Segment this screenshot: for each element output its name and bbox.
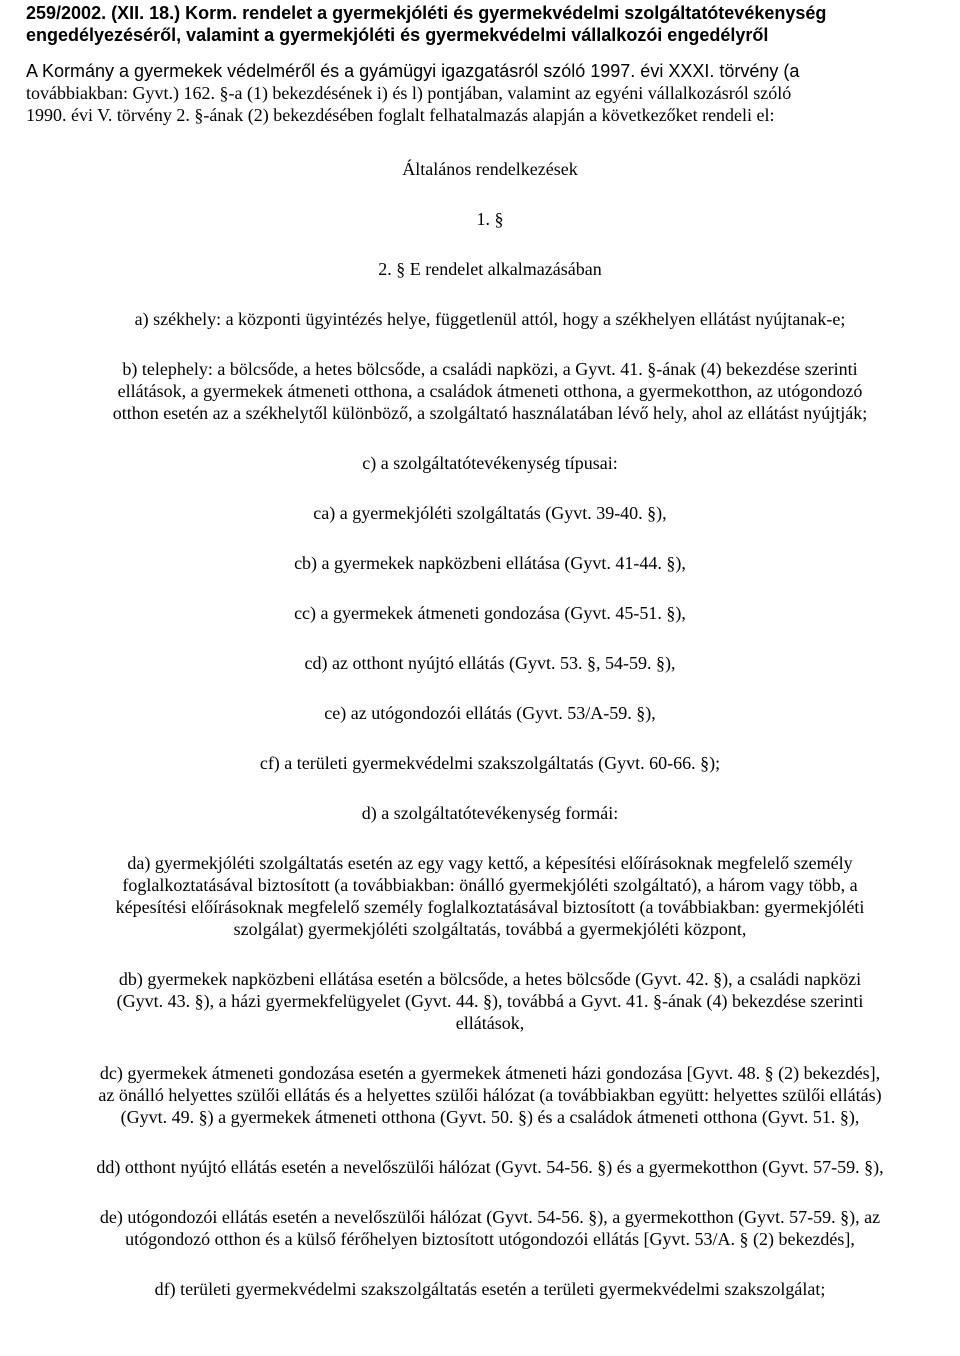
list-item-line: db) gyermekek napközbeni ellátása esetén a bölcsőde, a hetes bölcsőde (Gyvt. 42. §), a családi napközi [118,969,862,989]
document-title [26,2,954,46]
definition-d: d) a szolgáltatótevékenység formái: [361,803,619,823]
list-item-dc [26,1062,954,1128]
paragraph-number: 1. § [476,209,504,229]
section-heading: Általános rendelkezések [402,159,578,179]
paragraph-heading: 2. § E rendelet alkalmazásában [378,259,602,279]
list-item-ce: ce) az utógondozói ellátás (Gyvt. 53/A-59. §), [324,703,656,723]
list-item-ca: ca) a gyermekjóléti szolgáltatás (Gyvt. 39-40. §), [313,503,667,523]
preamble [26,60,954,126]
list-item-line: foglalkoztatásával biztosított (a továbbiakban: önálló gyermekjóléti szolgáltató), a három vagy több, a [122,875,858,895]
definition-c: c) a szolgáltatótevékenység típusai: [362,453,618,473]
preamble-line: 1990. évi V. törvény 2. §-ának (2) bekezdésében foglalt felhatalmazás alapján a következőket rendeli el: [26,105,775,125]
list-item-line: (Gyvt. 49. §) a gyermekek átmeneti otthona (Gyvt. 50. §) és a családok átmeneti otthona (Gyvt. 51. §), [120,1107,860,1127]
list-item-db [26,968,954,1034]
list-item-dd: dd) otthont nyújtó ellátás esetén a nevelőszülői hálózat (Gyvt. 54-56. §) és a gyermekotthon (Gyvt. 57-59. §), [96,1157,884,1177]
definition-line: otthon esetén az a székhelytől különböző, a szolgáltató használatában lévő hely, ahol az ellátást nyújtják; [112,403,868,423]
list-item-de [26,1206,954,1250]
definition-a: a) székhely: a központi ügyintézés helye, függetlenül attól, hogy a székhelyen ellátást nyújtanak-e; [134,309,846,329]
list-item-line: da) gyermekjóléti szolgáltatás esetén az egy vagy kettő, a képesítési előírásoknak megfelelő személy [127,853,853,873]
definition-line: ellátások, a gyermekek átmeneti otthona, a családok átmeneti otthona, a gyermekotthon, az utógondozó [117,381,863,401]
list-item-line: ellátások, [455,1013,525,1033]
title-line: engedélyezéséről, valamint a gyermekjóléti és gyermekvédelmi vállalkozói engedélyről [26,25,769,45]
title-line: 259/2002. (XII. 18.) Korm. rendelet a gyermekjóléti és gyermekvédelmi szolgáltatótevékenység [26,3,827,23]
list-item-line: utógondozó otthon és a külső férőhelyen biztosított utógondozói ellátás [Gyvt. 53/A. § (2) bekezdés], [125,1229,855,1249]
list-item-cb: cb) a gyermekek napközbeni ellátása (Gyvt. 41-44. §), [294,553,686,573]
list-item-cd: cd) az otthont nyújtó ellátás (Gyvt. 53. §, 54-59. §), [304,653,676,673]
list-item-line: de) utógondozói ellátás esetén a nevelőszülői hálózat (Gyvt. 54-56. §), a gyermekotthon (Gyvt. 57-59. §), az [99,1207,881,1227]
list-item-line: képesítési előírásoknak megfelelő személy foglalkoztatásával biztosított (a továbbiakban: gyermekjóléti [115,897,865,917]
list-item-cf: cf) a területi gyermekvédelmi szakszolgáltatás (Gyvt. 60-66. §); [259,753,721,773]
list-item-da [26,852,954,940]
list-item-df: df) területi gyermekvédelmi szakszolgáltatás esetén a területi gyermekvédelmi szakszolgálat; [154,1279,826,1299]
list-item-cc: cc) a gyermekek átmeneti gondozása (Gyvt. 45-51. §), [294,603,686,623]
list-item-line: szolgálat) gyermekjóléti szolgáltatás, továbbá a gyermekjóléti központ, [233,919,747,939]
definition-b [26,358,954,424]
preamble-line: A Kormány a gyermekek védelméről és a gyámügyi igazgatásról szóló 1997. évi XXXI. törvény (a [26,61,800,81]
list-item-line: (Gyvt. 43. §), a házi gyermekfelügyelet (Gyvt. 44. §), továbbá a Gyvt. 41. §-ának (4) bekezdése szerinti [116,991,864,1011]
list-item-line: az önálló helyettes szülői ellátás és a helyettes szülői hálózat (a továbbiakban együtt: helyettes szülői ellátás) [98,1085,882,1105]
definition-line: b) telephely: a bölcsőde, a hetes bölcsőde, a családi napközi, a Gyvt. 41. §-ának (4) bekezdése szerinti [122,359,858,379]
preamble-line: továbbiakban: Gyvt.) 162. §-a (1) bekezdésének i) és l) pontjában, valamint az egyéni vállalkozásról szóló [26,83,792,103]
list-item-line: dc) gyermekek átmeneti gondozása esetén a gyermekek átmeneti házi gondozása [Gyvt. 48. § (2) bekezdés], [99,1063,881,1083]
